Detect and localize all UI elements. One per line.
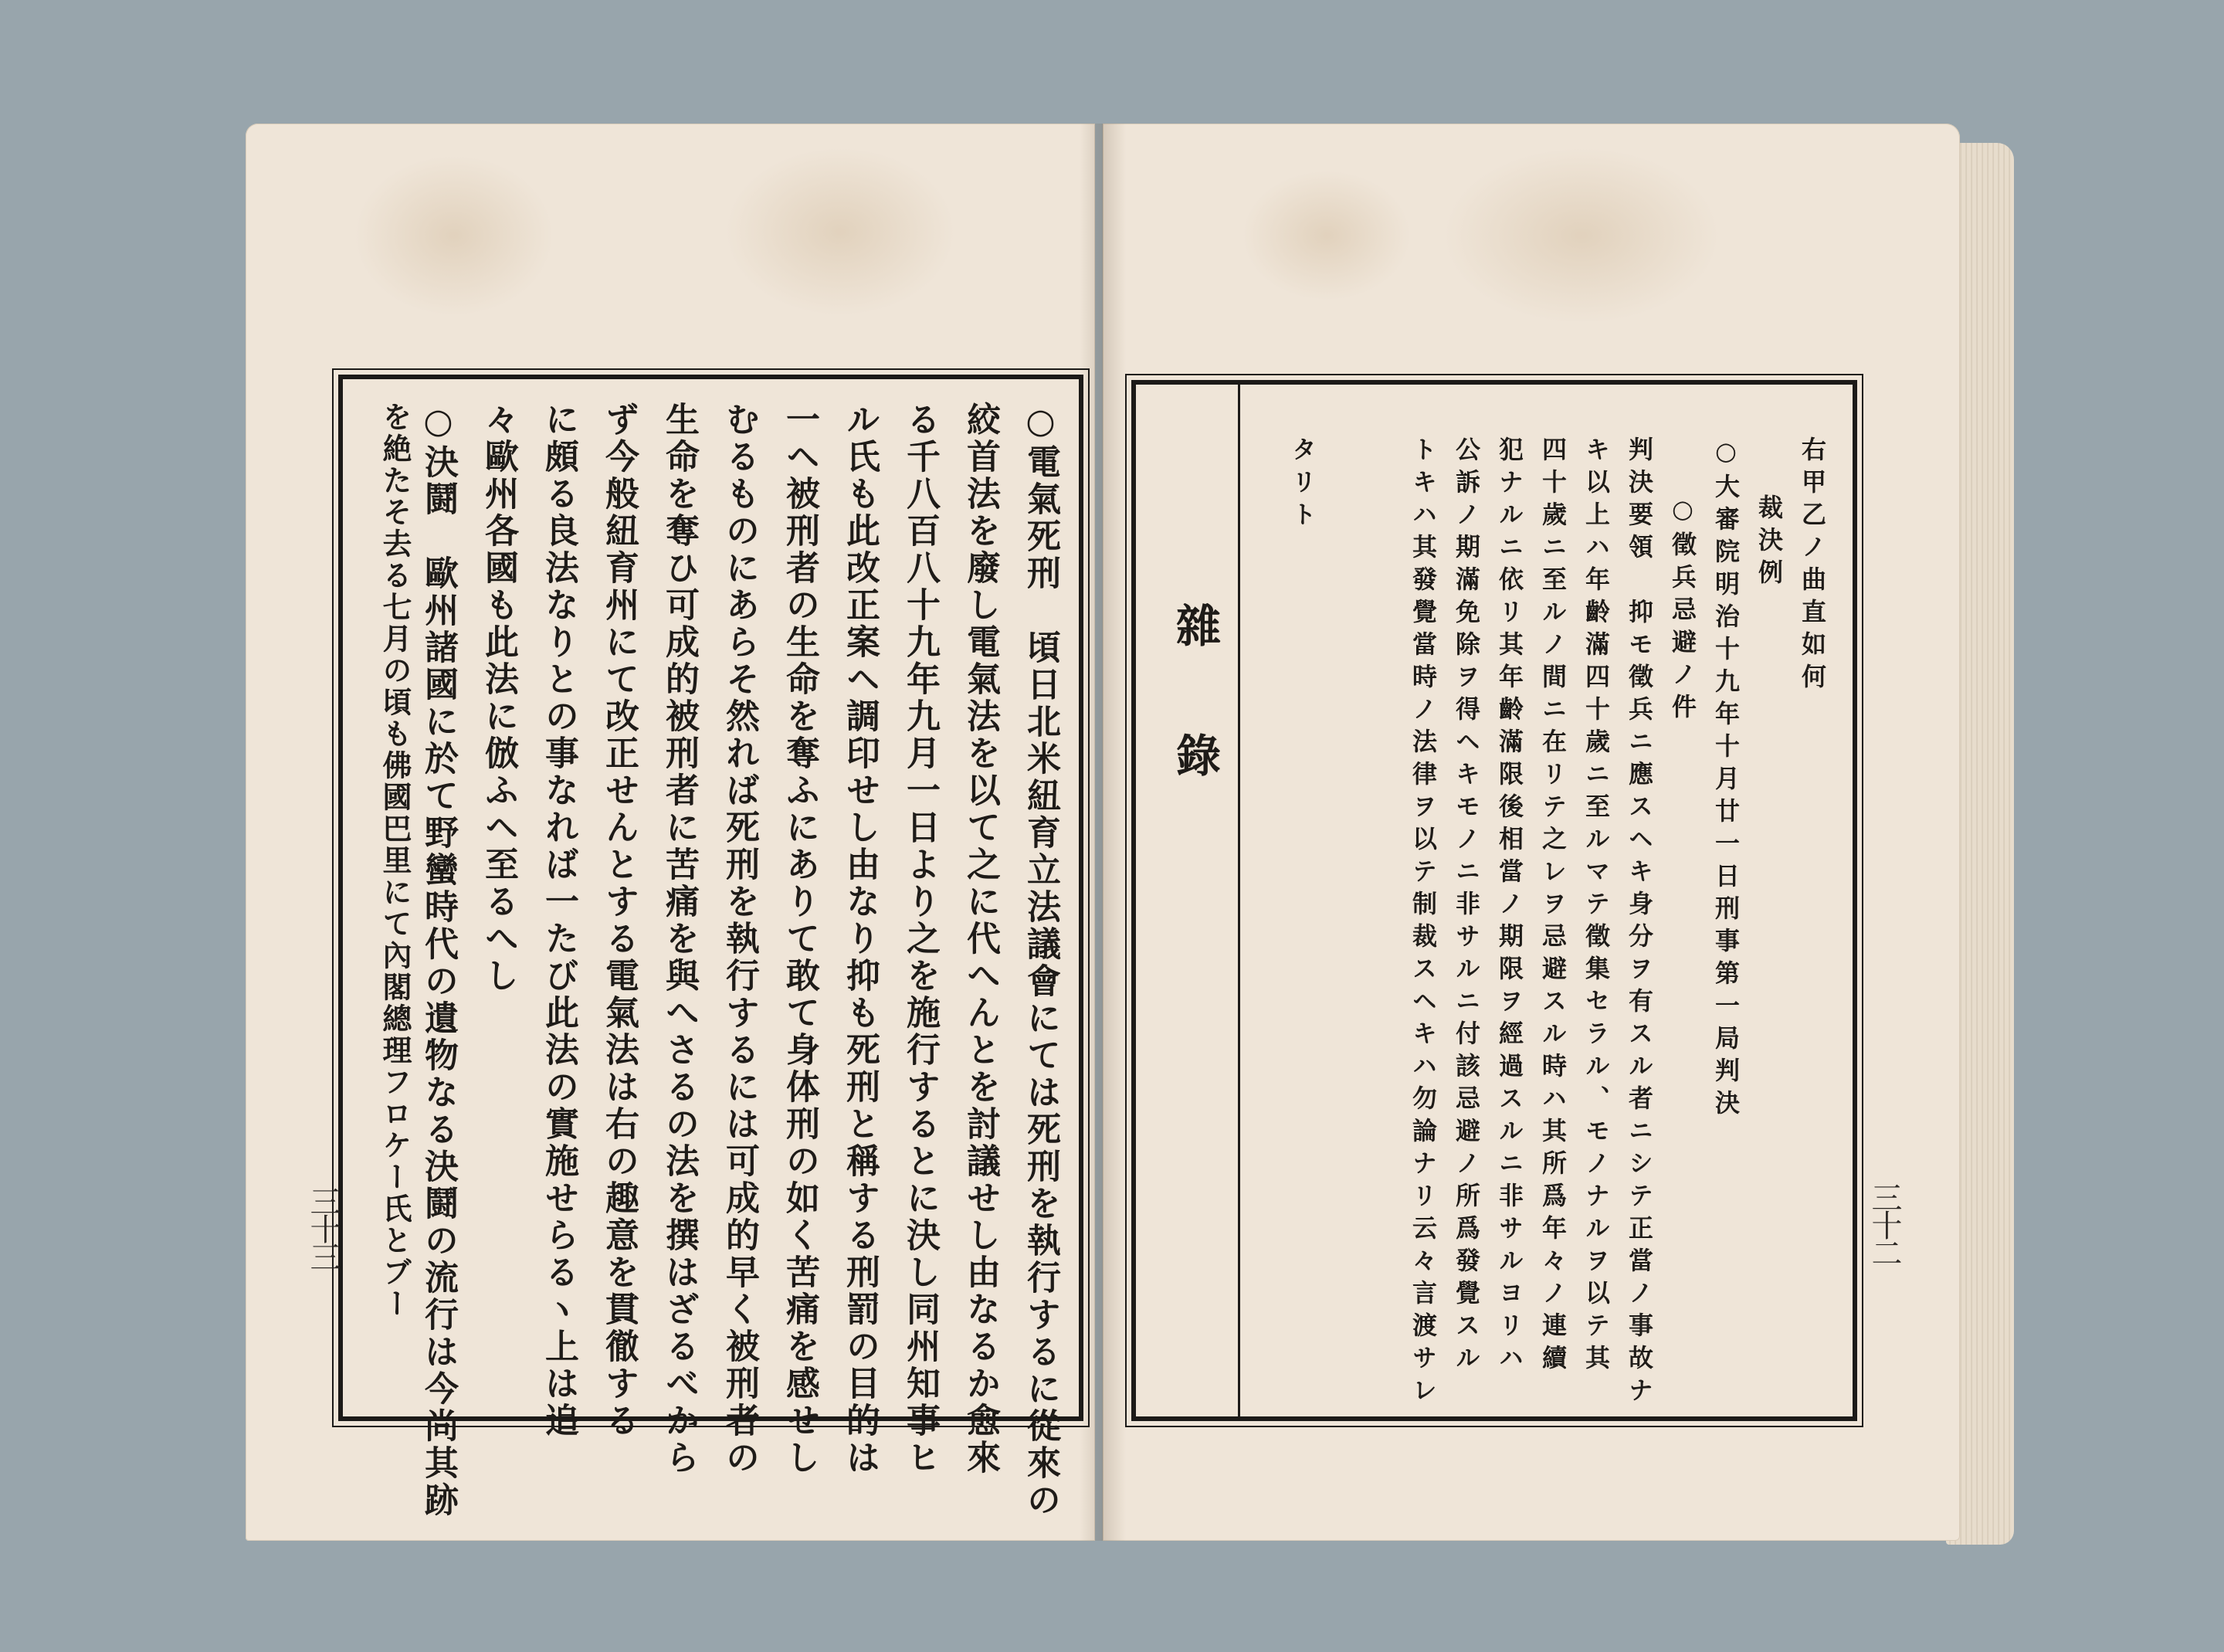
text-column: 生命を奪ひ可成的被刑者に苦痛を與へさるの法を撰はざるべから (659, 402, 699, 1477)
text-column: ○徵兵忌避ノ件 (1668, 494, 1697, 726)
text-column: ○電氣死刑 頃日北米紐育立法議會にては死刑を執行するに從來の (1021, 402, 1060, 1519)
text-column: る千八百八十九年九月一日より之を施行するとに決し同州知事ヒ (900, 402, 940, 1477)
book-gutter (1080, 124, 1126, 1541)
page-number: 三十二 (1866, 1182, 1902, 1265)
text-column: を絶たそ去る七月の頃も佛國巴里にて內閣總理フロケー氏とブー (378, 402, 412, 1320)
text-column: 公訴ノ期滿免除ヲ得ヘキモノニ非サルニ付該忌避ノ所爲發覺スル (1452, 436, 1481, 1377)
text-column: キ以上ハ年齡滿四十歲ニ至ルマテ徵集セラル、モノナルヲ以テ其 (1582, 436, 1611, 1377)
text-column: ○大審院明治十九年十月廿一日刑事第一局判決 (1711, 436, 1741, 1122)
text-column: 裁決例 (1754, 494, 1784, 592)
text-column: むるものにあらそ然れば死刑を執行するには可成的早く被刑者の (720, 402, 759, 1477)
text-column: 々歐州各國も此法に倣ふヘ至るへし (479, 402, 518, 995)
text-column: タリト (1288, 436, 1317, 534)
text-column: 判決要領 抑モ徵兵ニ應スヘキ身分ヲ有スル者ニシテ正當ノ事故ナ (1625, 436, 1654, 1409)
paper-stain (1443, 147, 1721, 324)
paper-stain (724, 147, 956, 317)
section-title: 雜錄 (1168, 602, 1221, 862)
text-column: ○決鬪 歐州諸國に於て野蠻時代の遺物なる決鬪の流行は今尚其跡 (419, 402, 458, 1519)
text-column: 四十歲ニ至ルノ間ニ在リテ之レヲ忌避スル時ハ其所爲年々ノ連續 (1538, 436, 1568, 1377)
page-number: 三十三 (305, 1186, 341, 1269)
text-column: トキハ其發覺當時ノ法律ヲ以テ制裁スヘキハ勿論ナリ云々言渡サレ (1409, 436, 1438, 1409)
paper-stain (354, 154, 554, 317)
text-column: 絞首法を廢し電氣法を以て之に代へんとを討議せし由なるか愈來 (961, 402, 1000, 1477)
section-divider-line (1238, 385, 1240, 1416)
text-column: に頗る良法なりとの事なれば一たび此法の實施せらるヽ上は追 (539, 402, 578, 1440)
text-column: 右甲乙ノ曲直如何 (1798, 436, 1827, 696)
text-column: 犯ナルニ依リ其年齡滿限後相當ノ期限ヲ經過スルニ非サルヨリハ (1495, 436, 1524, 1377)
paper-stain (1242, 170, 1412, 301)
text-column: 一ヘ被刑者の生命を奪ふにありて敢て身体刑の如く苦痛を感せし (780, 402, 819, 1477)
text-column: ル氏も此改正案ヘ調印せし由なり抑も死刑と稱する刑罰の目的は (840, 402, 880, 1477)
text-column: ず今般紐育州にて改正せんとする電氣法は右の趣意を貫徹する (599, 402, 639, 1440)
